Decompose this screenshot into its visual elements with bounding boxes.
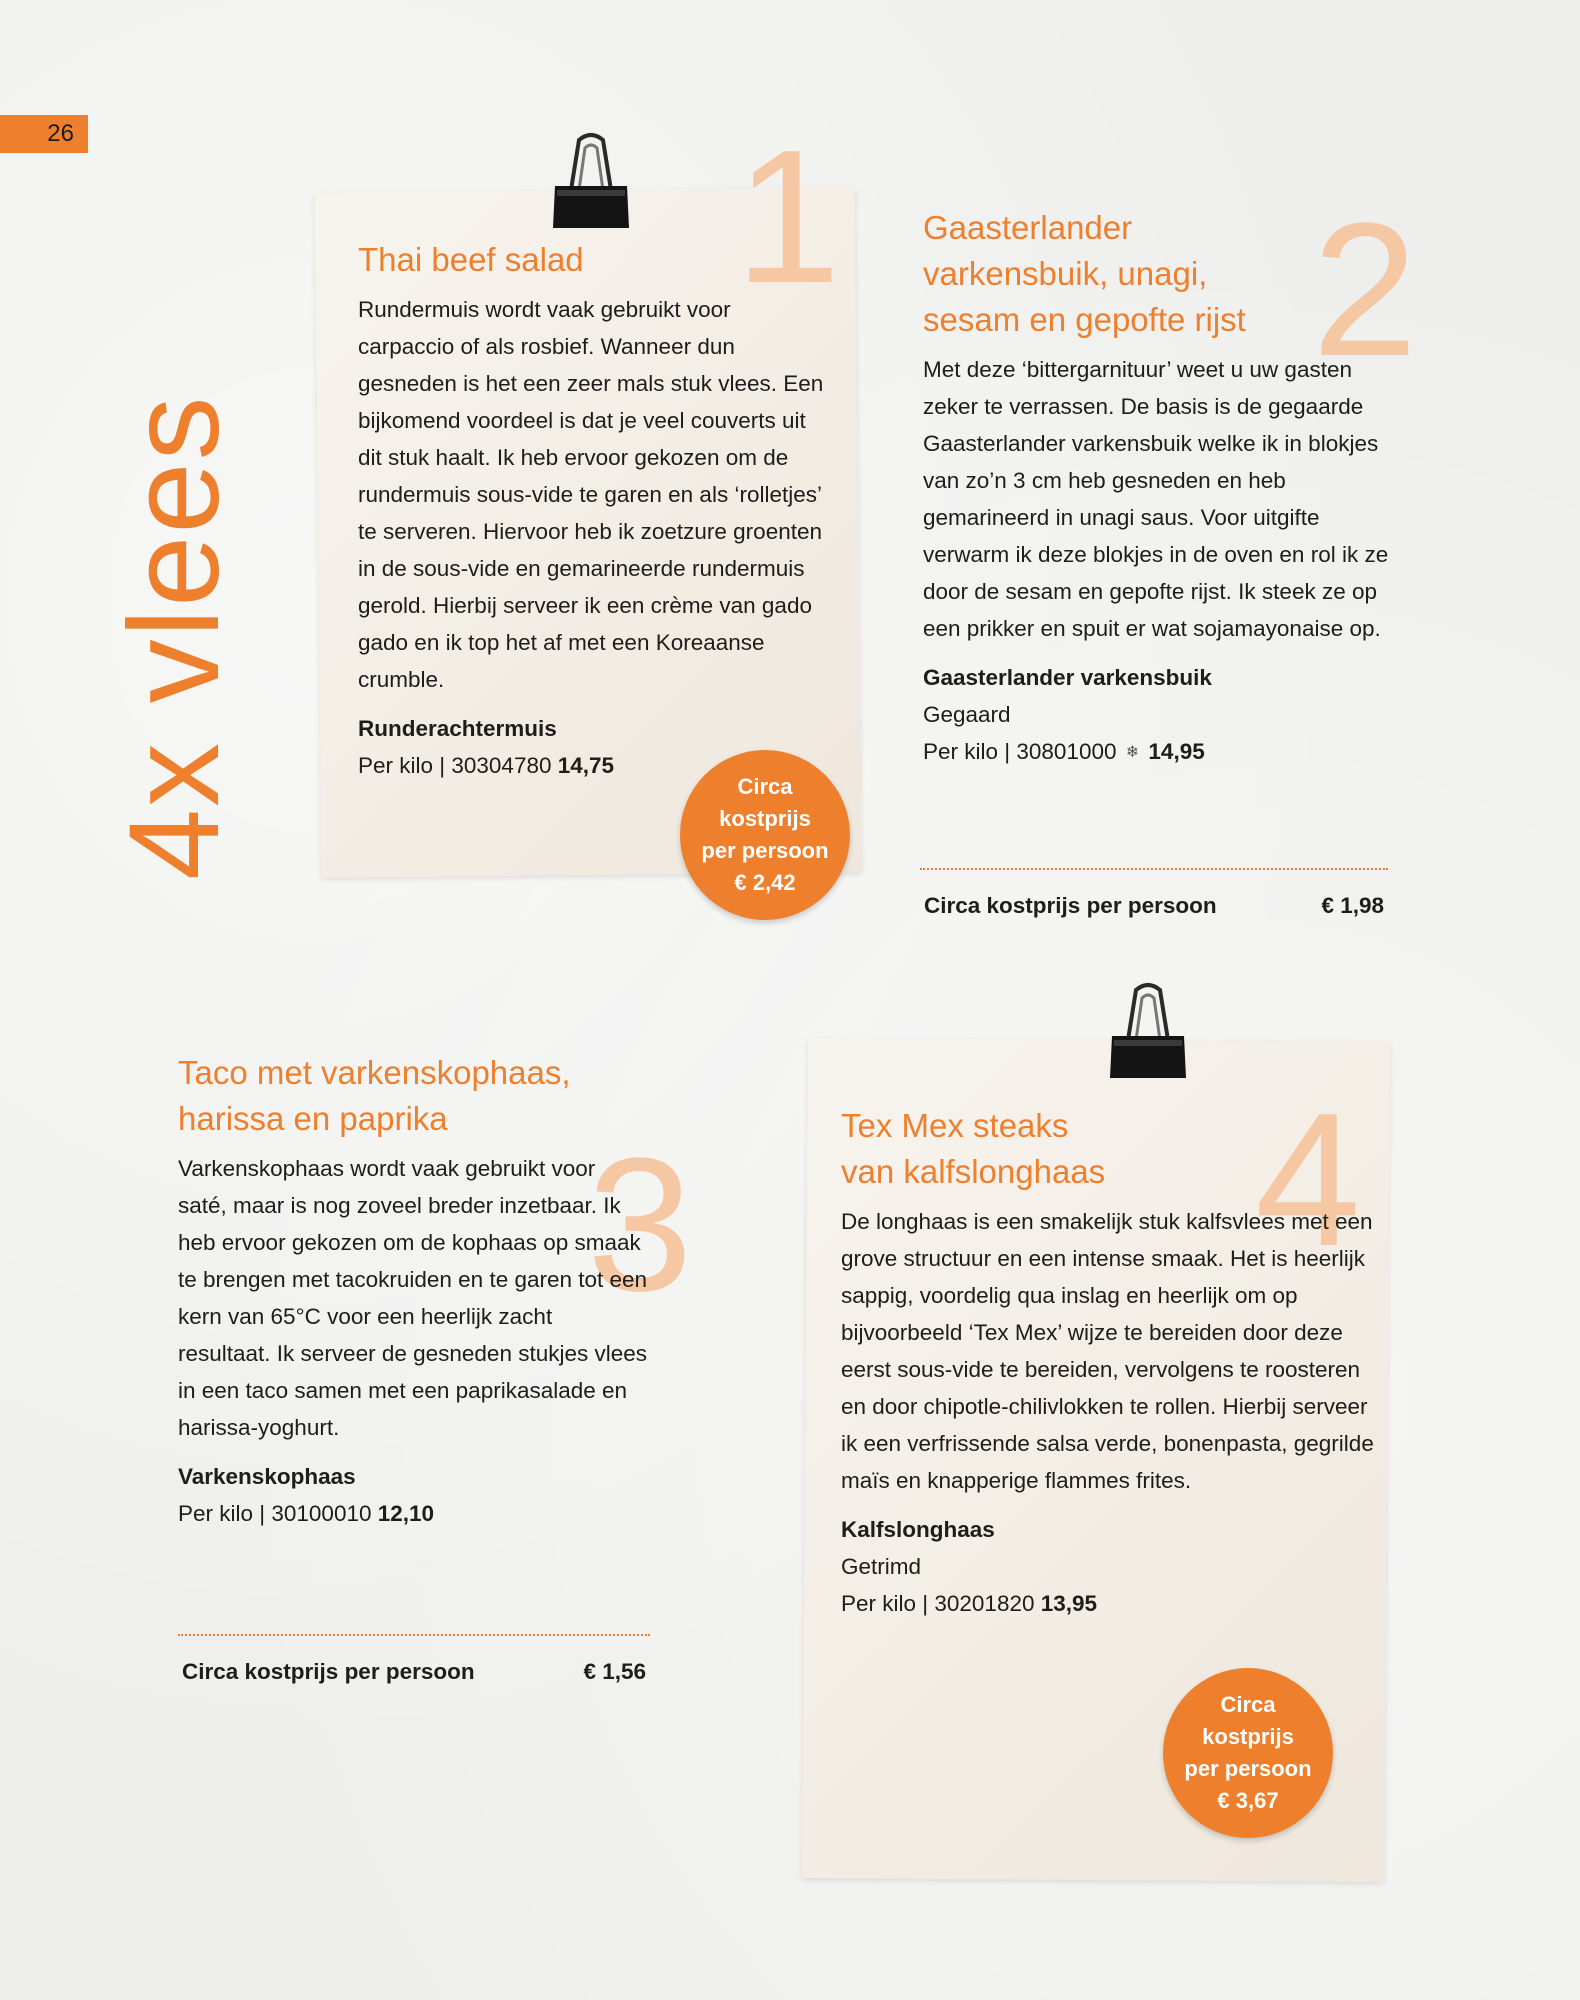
product-name: Varkenskophaas <box>178 1464 356 1489</box>
product-subtitle: Getrimd <box>841 1554 922 1579</box>
title-line: Tex Mex steaks <box>841 1107 1069 1144</box>
cost-badge <box>1163 1668 1333 1838</box>
recipe-1 <box>358 237 828 784</box>
badge-value: € 2,42 <box>734 870 796 895</box>
product-line <box>923 733 1393 773</box>
title-line: harissa en paprika <box>178 1100 448 1137</box>
product-unit: Per kilo | 30801000 <box>923 739 1117 764</box>
recipe-title <box>178 1050 648 1142</box>
product-name: Gaasterlander varkensbuik <box>923 665 1212 690</box>
cost-badge <box>680 750 850 920</box>
badge-line: kostprijs <box>719 806 811 831</box>
product-price: 12,10 <box>377 1501 435 1526</box>
recipe-description: Met deze ‘bittergarnituur’ weet u uw gasten zeker te verrassen. De basis is de gegaarde Gaasterlander varkensbuik welke ik in blokjes van zo’n 3 cm heb gesneden en heb gemarineerd in unagi saus. Voor uitgifte verwarm ik deze blokjes in de oven en rol ik ze door de sesam en gepofte rijst. Ik steek ze op een prikker en spuit er wat sojamayonaise op. <box>923 357 1389 641</box>
binder-clip-icon <box>1106 982 1190 1082</box>
product-price: 13,95 <box>1040 1591 1098 1616</box>
product-unit: Per kilo | 30100010 <box>178 1501 372 1526</box>
recipe-description: Varkenskophaas wordt vaak gebruikt voor saté, maar is nog zoveel breder inzetbaar. Ik heb ervoor gekozen om de kophaas op smaak te brengen met tacokruiden en te garen tot een kern van 65°C voor een heerlijk zacht resultaat. Ik serveer de gesneden stukjes vlees in een taco samen met een paprikasalade en harissa-yoghurt. <box>178 1156 648 1440</box>
title-line: sesam en gepofte rijst <box>923 301 1246 338</box>
product-name: Runderachtermuis <box>358 716 557 741</box>
recipe-number-2: 2 <box>1312 184 1418 396</box>
product-line <box>178 1495 648 1532</box>
snowflake-icon: ❄ <box>1125 744 1140 761</box>
cost-value: € 1,98 <box>1321 893 1384 918</box>
title-line: Gaasterlander <box>923 209 1133 246</box>
product-price: 14,75 <box>557 753 615 778</box>
product-price: 14,95 <box>1148 739 1205 764</box>
product-line <box>841 1585 1381 1622</box>
badge-line: kostprijs <box>1202 1724 1294 1749</box>
cost-per-person-row <box>920 868 1388 942</box>
badge-line: per persoon <box>701 838 829 863</box>
recipe-4 <box>841 1103 1381 1622</box>
recipe-description: De longhaas is een smakelijk stuk kalfsvlees met een grove structuur en een intense smaak. Het is heerlijk sappig, voordelig qua inslag en heerlijk om op bijvoorbeeld ‘Tex Mex’ wijze te bereiden door deze eerst sous-vide te bereiden, vervolgens te roosteren en door chipotle-chilivlokken te rollen. Hierbij serveer ik een verfrissende salsa verde, bonenpasta, gegrilde maïs en knapperige flammes frites. <box>841 1209 1374 1493</box>
product-unit: Per kilo | 30304780 <box>358 753 552 778</box>
cost-per-person-row <box>178 1634 650 1708</box>
section-title: 4x vlees <box>103 394 246 880</box>
title-line: van kalfslonghaas <box>841 1153 1106 1190</box>
product-name: Kalfslonghaas <box>841 1517 995 1542</box>
title-line: Taco met varkenskophaas, <box>178 1054 571 1091</box>
badge-line: Circa <box>737 774 793 799</box>
product-unit: Per kilo | 30201820 <box>841 1591 1035 1616</box>
recipe-title <box>841 1103 1381 1195</box>
badge-value: € 3,67 <box>1217 1788 1279 1813</box>
badge-line: Circa <box>1220 1692 1276 1717</box>
binder-clip-icon <box>549 132 633 232</box>
recipe-number-3: 3 <box>587 1119 693 1331</box>
recipe-title <box>923 205 1393 343</box>
cost-label: Circa kostprijs per persoon <box>924 893 1217 918</box>
recipe-title: Thai beef salad <box>358 241 584 278</box>
product-subtitle: Gegaard <box>923 702 1011 727</box>
recipe-number-4: 4 <box>1255 1074 1361 1286</box>
badge-line: per persoon <box>1184 1756 1312 1781</box>
cost-value: € 1,56 <box>583 1659 646 1684</box>
recipe-number-1: 1 <box>735 111 841 323</box>
title-line: varkensbuik, unagi, <box>923 255 1208 292</box>
recipe-2 <box>923 205 1393 773</box>
recipe-3 <box>178 1050 648 1532</box>
cost-label: Circa kostprijs per persoon <box>182 1659 475 1684</box>
page-number: 26 <box>0 115 88 153</box>
recipe-description: Rundermuis wordt vaak gebruikt voor carpaccio of als rosbief. Wanneer dun gesneden is het een zeer mals stuk vlees. Een bijkomend voordeel is dat je veel couverts uit dit stuk haalt. Ik heb ervoor gekozen om de rundermuis sous-vide te garen en als ‘rolletjes’ te serveren. Hiervoor heb ik zoetzure groenten in de sous-vide en gemarineerde rundermuis gerold. Hierbij serveer ik een crème van gado gado en ik top het af met een Koreaanse crumble. <box>358 297 824 692</box>
